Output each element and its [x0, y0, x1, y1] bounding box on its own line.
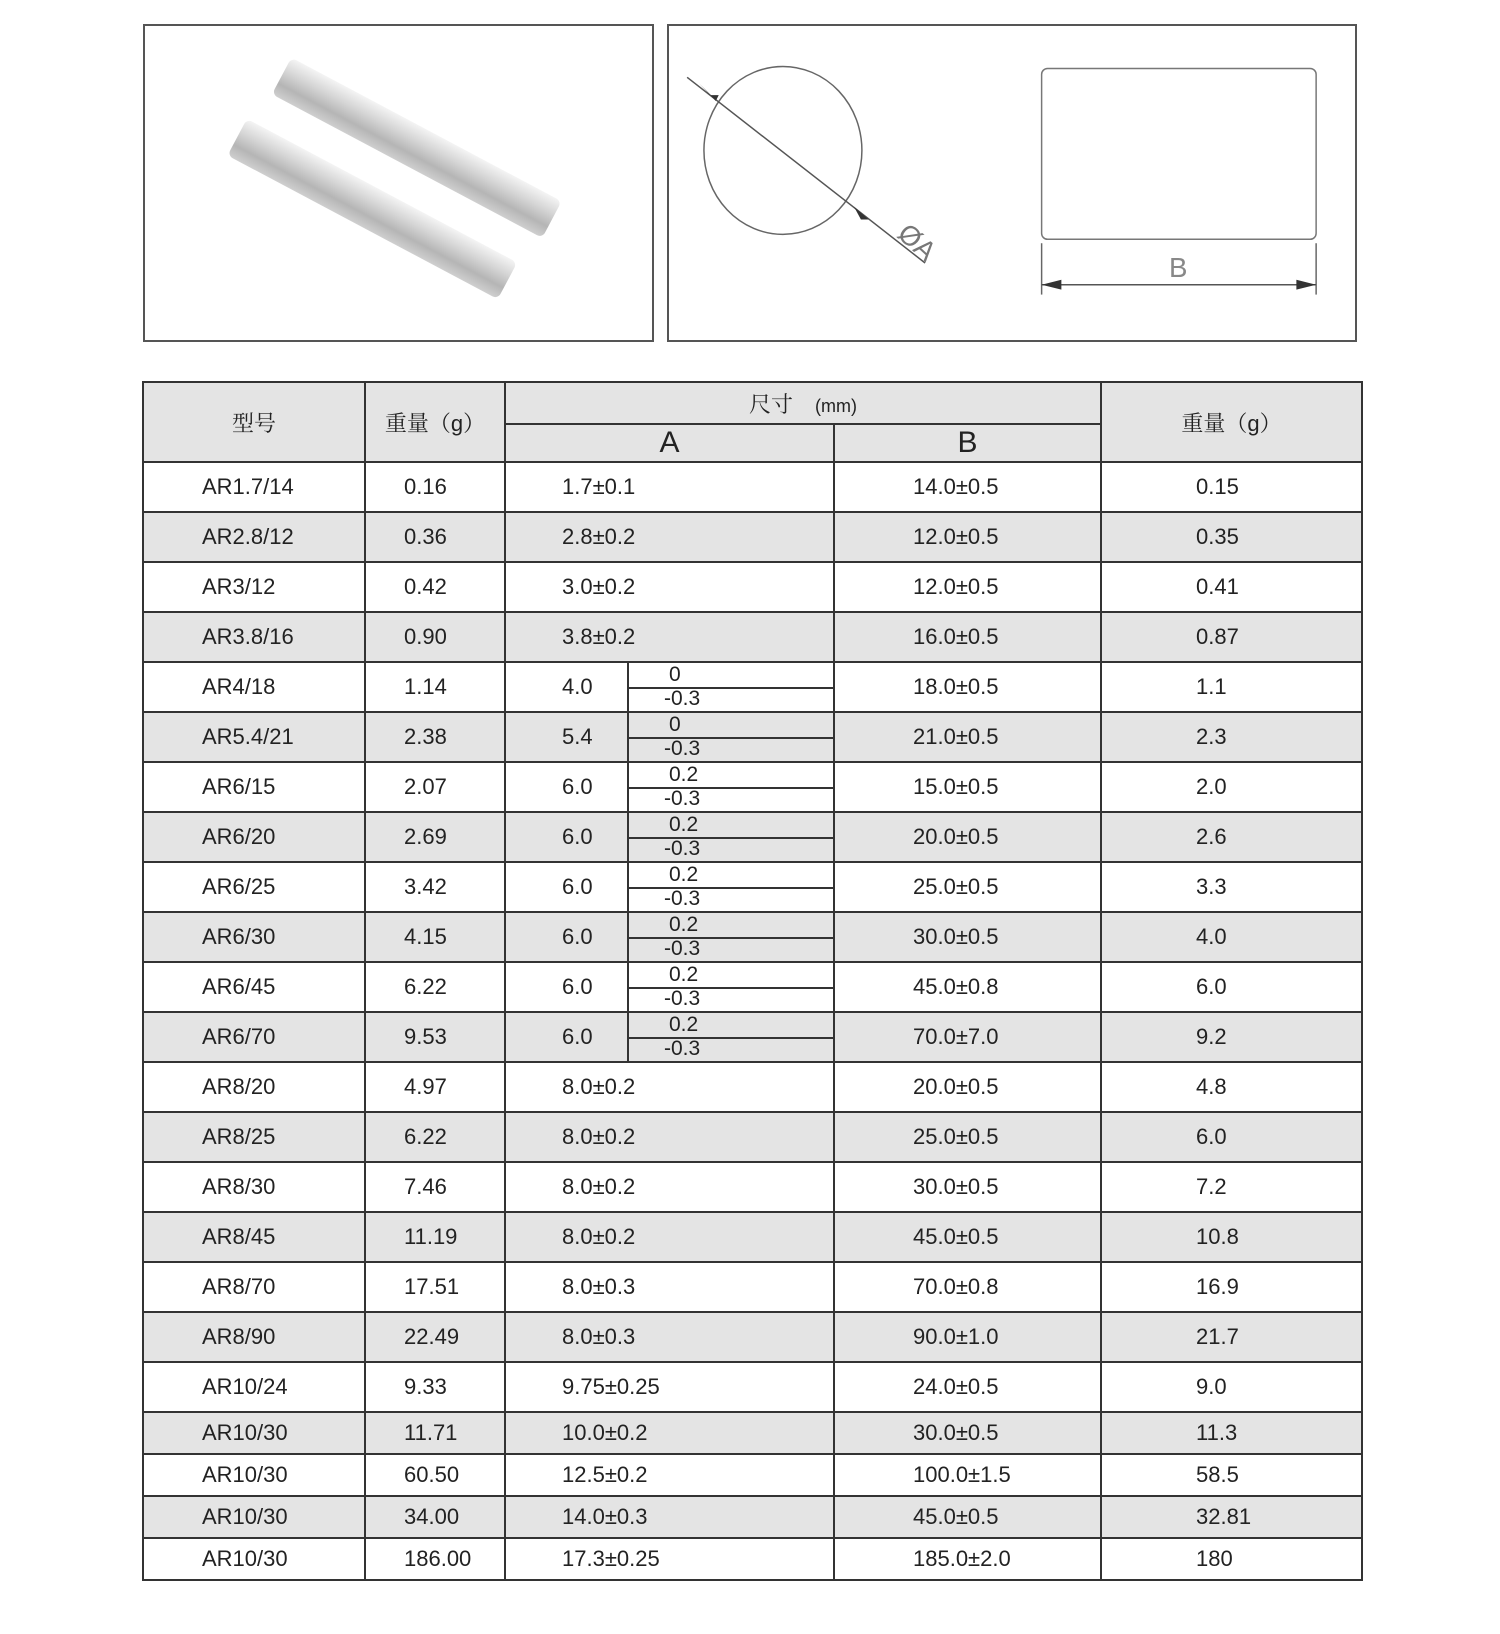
table-row [143, 1062, 1362, 1112]
dim-b-cell: 14.0±0.5 [834, 462, 1101, 512]
table-row [143, 462, 1362, 512]
weight-cell: 4.97 [365, 1062, 505, 1112]
dim-a-cell: 12.5±0.2 [505, 1454, 834, 1496]
dim-a-cell [505, 762, 834, 812]
weight-cell: 2.38 [365, 712, 505, 762]
tolerance-box [627, 963, 833, 1011]
model-cell: AR3/12 [143, 562, 365, 612]
model-cell: AR8/70 [143, 1262, 365, 1312]
weight-cell: 7.2 [1101, 1162, 1362, 1212]
dim-a-nominal: 6.0 [562, 874, 593, 899]
weight-cell: 4.15 [365, 912, 505, 962]
table-row [143, 912, 1362, 962]
weight-cell: 17.51 [365, 1262, 505, 1312]
weight-cell: 11.3 [1101, 1412, 1362, 1454]
weight-cell: 6.22 [365, 962, 505, 1012]
tolerance-upper: 0.2 [669, 813, 699, 836]
dimension-diagram [667, 24, 1357, 342]
dim-a-cell [505, 962, 834, 1012]
weight-cell: 9.0 [1101, 1362, 1362, 1412]
model-cell: AR3.8/16 [143, 612, 365, 662]
tolerance-upper: 0 [669, 663, 681, 686]
model-cell: AR10/30 [143, 1538, 365, 1580]
weight-cell: 9.53 [365, 1012, 505, 1062]
length-arrow-right [1296, 280, 1316, 290]
weight-cell: 32.81 [1101, 1496, 1362, 1538]
weight-cell: 0.15 [1101, 462, 1362, 512]
dim-a-cell [505, 812, 834, 862]
spec-table [142, 381, 1363, 1581]
model-cell: AR8/90 [143, 1312, 365, 1362]
table-row [143, 1262, 1362, 1312]
weight-cell: 0.36 [365, 512, 505, 562]
tolerance-lower: -0.3 [664, 837, 701, 860]
weight-cell: 11.71 [365, 1412, 505, 1454]
table-row [143, 1112, 1362, 1162]
dim-a-cell: 9.75±0.25 [505, 1362, 834, 1412]
dim-b-cell: 12.0±0.5 [834, 512, 1101, 562]
dim-a-cell: 8.0±0.2 [505, 1212, 834, 1262]
model-cell: AR6/70 [143, 1012, 365, 1062]
header-model: 型号 [143, 382, 365, 462]
tolerance-box [627, 813, 833, 861]
tolerance-box [627, 913, 833, 961]
header-col-b: B [834, 424, 1101, 462]
model-cell: AR10/30 [143, 1412, 365, 1454]
dim-b-cell: 15.0±0.5 [834, 762, 1101, 812]
tolerance-lower: -0.3 [664, 787, 701, 810]
dim-b-cell: 16.0±0.5 [834, 612, 1101, 662]
dim-b-cell: 100.0±1.5 [834, 1454, 1101, 1496]
weight-cell: 2.6 [1101, 812, 1362, 862]
dim-a-cell [505, 712, 834, 762]
dim-b-cell: 70.0±7.0 [834, 1012, 1101, 1062]
weight-cell: 9.2 [1101, 1012, 1362, 1062]
weight-cell: 1.1 [1101, 662, 1362, 712]
dim-a-cell [505, 912, 834, 962]
dim-a-nominal: 6.0 [562, 1024, 593, 1049]
header-weight-right: 重量（g） [1101, 382, 1362, 462]
model-cell: AR8/45 [143, 1212, 365, 1262]
dim-a-cell: 8.0±0.3 [505, 1312, 834, 1362]
dim-a-nominal: 6.0 [562, 974, 593, 999]
weight-cell: 3.42 [365, 862, 505, 912]
dim-b-cell: 18.0±0.5 [834, 662, 1101, 712]
model-cell: AR10/24 [143, 1362, 365, 1412]
dim-a-cell: 17.3±0.25 [505, 1538, 834, 1580]
tolerance-box [627, 863, 833, 911]
weight-cell: 0.35 [1101, 512, 1362, 562]
table-row [143, 1496, 1362, 1538]
dim-a-cell: 8.0±0.3 [505, 1262, 834, 1312]
weight-cell: 2.3 [1101, 712, 1362, 762]
model-cell: AR6/20 [143, 812, 365, 862]
weight-cell: 6.0 [1101, 1112, 1362, 1162]
weight-cell: 22.49 [365, 1312, 505, 1362]
weight-cell: 2.69 [365, 812, 505, 862]
cross-section-circle [704, 66, 862, 234]
length-label: B [1169, 251, 1188, 283]
dim-b-cell: 45.0±0.8 [834, 962, 1101, 1012]
dim-b-cell: 45.0±0.5 [834, 1496, 1101, 1538]
dim-a-cell: 14.0±0.3 [505, 1496, 834, 1538]
table-row [143, 1212, 1362, 1262]
header-col-a: A [505, 424, 834, 462]
table-row [143, 512, 1362, 562]
weight-cell: 11.19 [365, 1212, 505, 1262]
model-cell: AR6/30 [143, 912, 365, 962]
weight-cell: 6.22 [365, 1112, 505, 1162]
tolerance-box [627, 663, 833, 711]
dim-a-nominal: 6.0 [562, 924, 593, 949]
table-row [143, 1312, 1362, 1362]
model-cell: AR5.4/21 [143, 712, 365, 762]
tolerance-box [627, 713, 833, 761]
weight-cell: 2.0 [1101, 762, 1362, 812]
table-row [143, 762, 1362, 812]
table-row [143, 1412, 1362, 1454]
model-cell: AR6/45 [143, 962, 365, 1012]
weight-cell: 1.14 [365, 662, 505, 712]
table-row [143, 812, 1362, 862]
model-cell: AR8/20 [143, 1062, 365, 1112]
dim-a-nominal: 4.0 [562, 674, 593, 699]
dim-b-cell: 30.0±0.5 [834, 1412, 1101, 1454]
weight-cell: 9.33 [365, 1362, 505, 1412]
weight-cell: 6.0 [1101, 962, 1362, 1012]
table-row [143, 662, 1362, 712]
tolerance-lower: -0.3 [664, 687, 701, 710]
weight-cell: 186.00 [365, 1538, 505, 1580]
table-row [143, 1454, 1362, 1496]
model-cell: AR2.8/12 [143, 512, 365, 562]
tolerance-upper: 0.2 [669, 963, 699, 986]
dim-b-cell: 12.0±0.5 [834, 562, 1101, 612]
dim-a-nominal: 6.0 [562, 824, 593, 849]
model-cell: AR4/18 [143, 662, 365, 712]
dimensions-unit: (mm) [815, 395, 857, 416]
product-photo [143, 24, 654, 342]
weight-cell: 0.42 [365, 562, 505, 612]
dim-a-cell [505, 1012, 834, 1062]
header-dimensions [505, 382, 1101, 424]
dim-b-cell: 185.0±2.0 [834, 1538, 1101, 1580]
dim-a-cell: 3.8±0.2 [505, 612, 834, 662]
dimensions-label: 尺寸 [749, 391, 794, 417]
model-cell: AR1.7/14 [143, 462, 365, 512]
dim-a-cell: 1.7±0.1 [505, 462, 834, 512]
dim-a-cell [505, 862, 834, 912]
table-row [143, 1012, 1362, 1062]
table-row [143, 962, 1362, 1012]
tolerance-lower: -0.3 [664, 887, 701, 910]
tolerance-lower: -0.3 [664, 1037, 701, 1060]
dim-b-cell: 30.0±0.5 [834, 912, 1101, 962]
table-row [143, 612, 1362, 662]
tolerance-lower: -0.3 [664, 937, 701, 960]
dim-a-nominal: 5.4 [562, 724, 593, 749]
weight-cell: 34.00 [365, 1496, 505, 1538]
dim-a-cell [505, 662, 834, 712]
rods-image [145, 26, 652, 340]
table-row [143, 1362, 1362, 1412]
dim-b-cell: 70.0±0.8 [834, 1262, 1101, 1312]
diameter-arrow-top [699, 83, 719, 101]
dim-b-cell: 25.0±0.5 [834, 1112, 1101, 1162]
tolerance-box [627, 763, 833, 811]
weight-cell: 16.9 [1101, 1262, 1362, 1312]
model-cell: AR10/30 [143, 1496, 365, 1538]
rod-side-view [1042, 68, 1317, 239]
model-cell: AR10/30 [143, 1454, 365, 1496]
weight-cell: 2.07 [365, 762, 505, 812]
dim-b-cell: 30.0±0.5 [834, 1162, 1101, 1212]
table-row [143, 1162, 1362, 1212]
table-row [143, 562, 1362, 612]
weight-cell: 58.5 [1101, 1454, 1362, 1496]
table-row [143, 862, 1362, 912]
weight-cell: 0.16 [365, 462, 505, 512]
weight-cell: 180 [1101, 1538, 1362, 1580]
dim-a-cell: 2.8±0.2 [505, 512, 834, 562]
model-cell: AR6/25 [143, 862, 365, 912]
dim-b-cell: 20.0±0.5 [834, 1062, 1101, 1112]
weight-cell: 21.7 [1101, 1312, 1362, 1362]
table-row [143, 1538, 1362, 1580]
tolerance-lower: -0.3 [664, 737, 701, 760]
table-row [143, 712, 1362, 762]
table-body [143, 462, 1362, 1580]
weight-cell: 10.8 [1101, 1212, 1362, 1262]
dim-b-cell: 45.0±0.5 [834, 1212, 1101, 1262]
tolerance-upper: 0.2 [669, 1013, 699, 1036]
weight-cell: 7.46 [365, 1162, 505, 1212]
tolerance-upper: 0 [669, 713, 681, 736]
dim-a-cell: 8.0±0.2 [505, 1062, 834, 1112]
tolerance-upper: 0.2 [669, 763, 699, 786]
tolerance-box [627, 1013, 833, 1061]
tolerance-lower: -0.3 [664, 987, 701, 1010]
diameter-line [687, 77, 925, 263]
dim-b-cell: 25.0±0.5 [834, 862, 1101, 912]
model-cell: AR8/30 [143, 1162, 365, 1212]
weight-cell: 3.3 [1101, 862, 1362, 912]
length-arrow-left [1042, 280, 1062, 290]
dimension-drawing [669, 26, 1355, 340]
weight-cell: 4.8 [1101, 1062, 1362, 1112]
weight-cell: 60.50 [365, 1454, 505, 1496]
header-weight-left: 重量（g） [365, 382, 505, 462]
dim-b-cell: 24.0±0.5 [834, 1362, 1101, 1412]
tolerance-upper: 0.2 [669, 913, 699, 936]
dim-b-cell: 20.0±0.5 [834, 812, 1101, 862]
dim-a-cell: 10.0±0.2 [505, 1412, 834, 1454]
weight-cell: 0.87 [1101, 612, 1362, 662]
weight-cell: 4.0 [1101, 912, 1362, 962]
dim-a-cell: 3.0±0.2 [505, 562, 834, 612]
dim-b-cell: 90.0±1.0 [834, 1312, 1101, 1362]
dim-b-cell: 21.0±0.5 [834, 712, 1101, 762]
weight-cell: 0.41 [1101, 562, 1362, 612]
dim-a-nominal: 6.0 [562, 774, 593, 799]
dim-a-cell: 8.0±0.2 [505, 1112, 834, 1162]
dim-a-cell: 8.0±0.2 [505, 1162, 834, 1212]
tolerance-upper: 0.2 [669, 863, 699, 886]
weight-cell: 0.90 [365, 612, 505, 662]
model-cell: AR6/15 [143, 762, 365, 812]
diameter-label: ØA [891, 217, 943, 267]
model-cell: AR8/25 [143, 1112, 365, 1162]
